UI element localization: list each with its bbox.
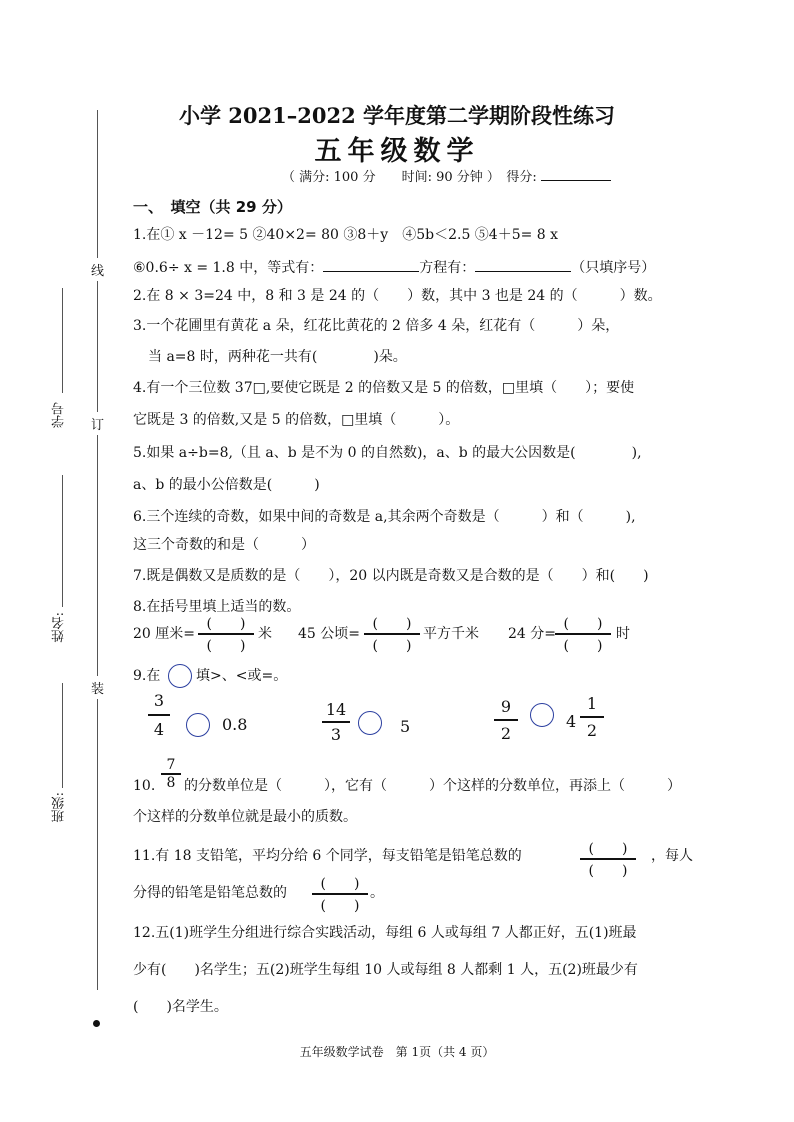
fraction-bar — [148, 714, 170, 716]
question-11-line1: 11.有 18 支铅笔，平均分给 6 个同学，每支铅笔是铅笔总数的 — [133, 848, 522, 864]
q9a-right: 0.8 — [222, 715, 248, 734]
q9-prefix: 9.在 — [133, 668, 161, 684]
name-label: 姓名: — [52, 612, 67, 643]
exam-subject: 五年级数学 — [314, 136, 480, 167]
question-6-line2: 这三个奇数的和是（ ） — [133, 537, 315, 553]
question-1-line2 — [133, 257, 655, 277]
q9c-numerator: 9 — [500, 697, 512, 716]
question-11-line2-tail: 。 — [370, 885, 384, 901]
question-7: 7.既是偶数又是质数的是（ ），20 以内既是奇数又是合数的是（ ）和( ) — [133, 568, 649, 584]
question-3-line1: 3.一个花圃里有黄花 a 朵，红花比黄花的 2 倍多 4 朵，红花有（ ）朵， — [133, 318, 620, 334]
q9b-fraction — [322, 700, 350, 744]
fraction-bar — [322, 721, 350, 723]
q9c-mixed-numerator: 1 — [586, 694, 598, 713]
q11a-fraction[interactable] — [580, 838, 636, 880]
q10-numerator: 7 — [166, 757, 176, 773]
q9c-compare-circle[interactable] — [530, 703, 554, 727]
q8b-denominator: ( ) — [372, 638, 412, 654]
q9a-numerator: 3 — [153, 691, 165, 710]
exam-title: 小学 2021–2022 学年度第二学期阶段性练习 — [178, 103, 615, 128]
q1-formula-blank[interactable] — [475, 257, 571, 272]
q10-denominator: 8 — [166, 775, 176, 791]
q1-text-b: 方程有： — [419, 260, 476, 276]
fraction-bar — [580, 716, 604, 718]
name-field[interactable] — [62, 475, 63, 607]
q9b-right: 5 — [400, 717, 411, 736]
q1-text-a: ⑥0.6÷ x = 1.8 中，等式有： — [133, 260, 324, 276]
question-2: 2.在 8 × 3=24 中，8 和 3 是 24 的（ ）数，其中 3 也是 24 的（ ）数。 — [133, 288, 662, 304]
q8c-unit: 时 — [616, 626, 630, 642]
q9a-compare-circle[interactable] — [186, 713, 210, 737]
class-label: 班级: — [52, 792, 67, 823]
q8a-fraction[interactable] — [198, 613, 254, 655]
question-8: 8.在括号里填上适当的数。 — [133, 599, 301, 615]
page-footer: 五年级数学试卷 第 1页（共 4 页） — [299, 1045, 495, 1059]
question-4-line2: 它既是 3 的倍数,又是 5 的倍数，□里填（ ）。 — [133, 412, 460, 428]
question-12-line3: ( )名学生。 — [133, 999, 228, 1015]
q11a-numerator: ( ) — [588, 841, 628, 857]
q9a-fraction — [148, 691, 170, 739]
q9-instruction: 填>、<或=。 — [196, 668, 288, 684]
meta-text: （ 满分: 100 分 时间: 90 分钟 ） 得分: — [282, 170, 537, 185]
q8a-unit: 米 — [258, 626, 272, 642]
student-no-label: 学号 — [52, 402, 67, 428]
binding-word-ding: 订 — [91, 412, 104, 435]
question-10-line2: 个这样的分数单位就是最小的质数。 — [133, 809, 357, 825]
q11a-denominator: ( ) — [588, 863, 628, 879]
bullet-dot — [93, 1020, 100, 1027]
q8b-numerator: ( ) — [372, 616, 412, 632]
q9c-mixed-denominator: 2 — [586, 721, 598, 740]
q9b-denominator: 3 — [330, 725, 342, 744]
q11b-fraction[interactable] — [312, 873, 368, 915]
question-6-line1: 6.三个连续的奇数，如果中间的奇数是 a,其余两个奇数是（ ）和（ ), — [133, 509, 636, 525]
q8c-text: 24 分= — [508, 626, 556, 642]
q11b-numerator: ( ) — [320, 876, 360, 892]
class-field[interactable] — [62, 683, 63, 788]
binding-line — [97, 110, 98, 990]
q10-fraction — [161, 757, 181, 791]
q9c-mixed-fraction — [580, 694, 604, 740]
question-5-line2: a、b 的最小公倍数是( ) — [133, 477, 320, 493]
q8c-fraction[interactable] — [555, 613, 611, 655]
q9b-numerator: 14 — [325, 700, 347, 719]
q1-equation-blank[interactable] — [323, 257, 419, 272]
section-title: 一、 填空（共 29 分） — [133, 198, 292, 216]
q9b-compare-circle[interactable] — [358, 711, 382, 735]
q8c-numerator: ( ) — [563, 616, 603, 632]
q8a-text: 20 厘米= — [133, 626, 195, 642]
question-5-line1: 5.如果 a÷b=8,（且 a、b 是不为 0 的自然数)，a、b 的最大公因数是( ), — [133, 445, 642, 461]
binding-word-line: 线 — [91, 258, 104, 281]
compare-circle-icon — [168, 664, 192, 688]
exam-meta — [282, 166, 611, 185]
question-11-line2: 分得的铅笔是铅笔总数的 — [133, 885, 287, 901]
q8b-unit: 平方千米 — [423, 626, 479, 642]
q8c-denominator: ( ) — [563, 638, 603, 654]
score-field[interactable] — [541, 168, 611, 181]
question-12-line1: 12.五(1)班学生分组进行综合实践活动，每组 6 人或每组 7 人都正好，五(1)班最 — [133, 925, 637, 941]
q9a-denominator: 4 — [153, 720, 165, 739]
q10-number: 10. — [133, 778, 156, 794]
fraction-bar — [494, 719, 518, 721]
q9c-denominator: 2 — [500, 724, 512, 743]
q8b-text: 45 公顷= — [298, 626, 360, 642]
student-no-field[interactable] — [62, 288, 63, 393]
question-11-line1-tail: ，每人 — [651, 848, 693, 864]
q8a-denominator: ( ) — [206, 638, 246, 654]
binding-word-zhuang: 装 — [91, 676, 104, 699]
q1-text-c: （只填序号） — [571, 260, 656, 276]
question-10-line1: 的分数单位是（ ），它有（ ）个这样的分数单位，再添上（ ） — [184, 778, 681, 794]
q9c-fraction — [494, 697, 518, 743]
q8a-numerator: ( ) — [206, 616, 246, 632]
q8b-fraction[interactable] — [364, 613, 420, 655]
q11b-denominator: ( ) — [320, 898, 360, 914]
question-4-line1: 4.有一个三位数 37□,要使它既是 2 的倍数又是 5 的倍数，□里填（ ）；要使 — [133, 380, 635, 396]
question-12-line2: 少有( )名学生；五(2)班学生每组 10 人或每组 8 人都剩 1 人，五(2)班最少有 — [133, 962, 638, 978]
question-3-line2: 当 a=8 时，两种花一共有( )朵。 — [148, 349, 407, 365]
q9c-whole: 4 — [566, 712, 577, 731]
question-1-line1: 1.在① x －12= 5 ②40×2= 80 ③8＋y ④5b＜2.5 ⑤4＋5= 8 x — [133, 227, 559, 243]
